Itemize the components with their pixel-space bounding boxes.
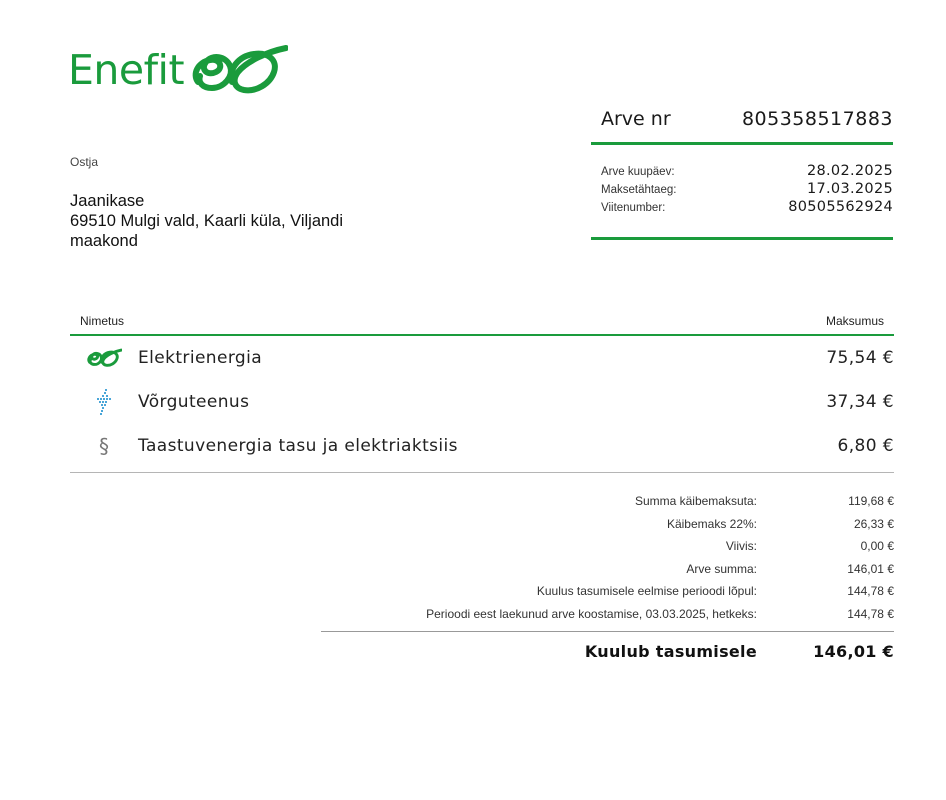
summary-row (300, 490, 894, 513)
item-name: Taastuvenergia tasu ja elektriaktsiis (138, 436, 458, 456)
due-date-row (601, 181, 893, 199)
summary-label: Arve summa: (686, 561, 757, 576)
column-header-price: Maksumus (825, 314, 884, 328)
enefit-logo (68, 40, 288, 100)
section-sign-icon: § (99, 434, 109, 458)
invoice-number-value: 805358517883 (741, 108, 893, 130)
invoice-number-label: Arve nr (601, 108, 671, 130)
summary-value: 26,33 € (853, 516, 894, 531)
summary-label: Viivis: (725, 539, 757, 554)
divider (321, 631, 894, 632)
summary-row (300, 603, 894, 626)
item-price: 6,80 € (837, 436, 894, 456)
divider (591, 237, 893, 240)
summary-value: 119,68 € (848, 494, 894, 509)
table-row (70, 336, 894, 380)
reference-number-row (601, 199, 893, 217)
invoice-date-row (601, 163, 893, 181)
summary-label: Käibemaks 22%: (666, 516, 757, 531)
item-name: Võrguteenus (138, 392, 250, 412)
summary-value: 144,78 € (847, 606, 894, 621)
table-row (70, 424, 894, 468)
lightning-grid-icon (70, 388, 138, 416)
buyer-line: maakond (70, 232, 138, 250)
divider (70, 472, 894, 473)
invoice-info-box (591, 108, 893, 240)
total-label: Kuulub tasumisele (584, 641, 757, 661)
summary-row (300, 513, 894, 536)
due-date-label: Maksetähtaeg: (601, 184, 677, 196)
buyer-label: Ostja (70, 155, 99, 169)
summary-label: Perioodi eest laekunud arve koostamise, 03.03.2025, hetkeks: (426, 606, 757, 621)
item-price: 75,54 € (826, 348, 894, 368)
due-date-value: 17.03.2025 (806, 181, 893, 197)
invoice-date-label: Arve kuupäev: (601, 166, 675, 178)
items-table (70, 308, 894, 473)
summary-value: 144,78 € (847, 584, 894, 599)
items-header (70, 308, 894, 334)
reference-number-label: Viitenumber: (601, 202, 666, 214)
summary (300, 490, 894, 625)
reference-number-value: 80505562924 (788, 199, 893, 215)
column-header-name: Nimetus (80, 314, 125, 328)
summary-label: Kuulus tasumisele eelmise perioodi lõpul: (536, 584, 757, 599)
item-price: 37,34 € (826, 392, 894, 412)
invoice-details (591, 145, 893, 237)
summary-value: 0,00 € (860, 539, 894, 554)
summary-label: Summa käibemaksuta: (634, 494, 757, 509)
enefit-leaf-icon (70, 347, 138, 369)
enefit-logo-icon (188, 42, 288, 98)
buyer-line: Jaanikase (70, 192, 145, 210)
table-row (70, 380, 894, 424)
logo-wordmark: Enefit (68, 45, 185, 94)
item-name: Elektrienergia (138, 348, 263, 368)
total-value: 146,01 € (813, 641, 894, 661)
buyer-line: 69510 Mulgi vald, Kaarli küla, Viljandi (70, 212, 344, 230)
summary-row (300, 535, 894, 558)
buyer-address (70, 191, 400, 251)
summary-value: 146,01 € (847, 561, 894, 576)
summary-row (300, 580, 894, 603)
invoice-date-value: 28.02.2025 (806, 163, 893, 179)
summary-row (300, 558, 894, 581)
total-row (300, 640, 894, 662)
invoice-number-row (591, 108, 893, 142)
